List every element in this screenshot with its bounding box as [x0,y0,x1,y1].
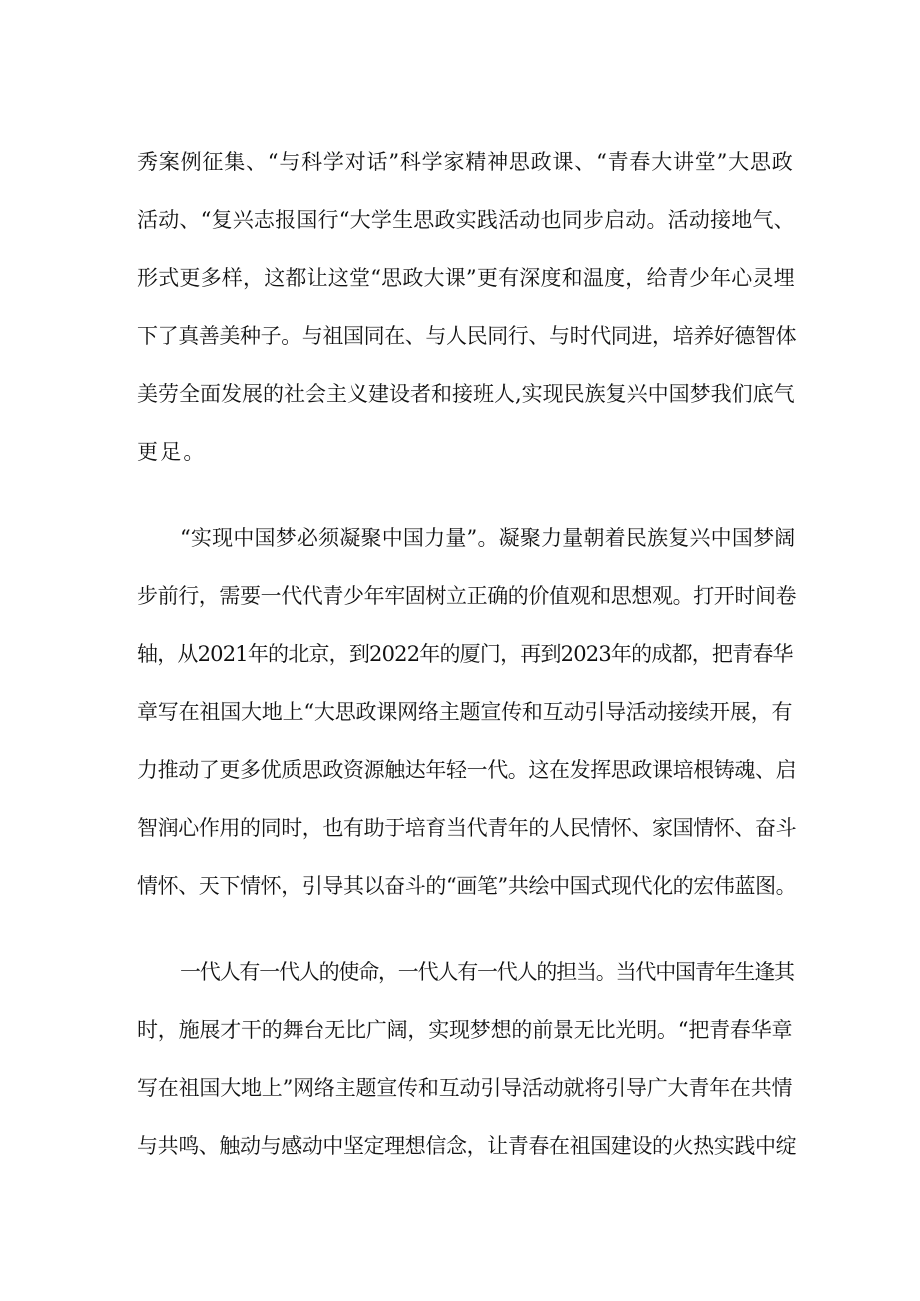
paragraph-2-line-3: 轴，从2021年的北京，到2022年的厦门，再到2023年的成都，把青春华 [137,642,793,666]
paragraph-1-line-6: 更足。 [137,440,207,464]
paragraph-3-line-1: 一代人有一代人的使命，一代人有一代人的担当。当代中国青年生逢其 [180,960,794,984]
paragraph-1-line-2: 活动、“复兴志报国行“大学生思政实践活动也同步启动。活动接地气、 [137,208,795,232]
paragraph-2-line-1: “实现中国梦必须凝聚中国力量”。凝聚力量朝着民族复兴中国梦阔 [180,526,796,550]
paragraph-1-line-3: 形式更多样，这都让这堂“思政大课”更有深度和温度，给青少年心灵埋 [137,266,795,290]
paragraph-1-line-1: 秀案例征集、“与科学对话”科学家精神思政课、“青春大讲堂”大思政 [137,150,794,174]
paragraph-2-line-4: 章写在祖国大地上“大思政课网络主题宣传和互动引导活动接续开展，有 [137,700,793,724]
paragraph-3-line-3: 写在祖国大地上”网络主题宣传和互动引导活动就将引导广大青年在共情 [137,1076,793,1100]
paragraph-1-line-5: 美劳全面发展的社会主义建设者和接班人,实现民族复兴中国梦我们底气 [137,382,795,406]
paragraph-2-line-5: 力推动了更多优质思政资源触达年轻一代。这在发挥思政课培根铸魂、启 [137,758,797,782]
paragraph-3-line-4: 与共鸣、触动与感动中坚定理想信念，让青春在祖国建设的火热实践中绽 [137,1134,797,1158]
paragraph-2-line-7: 情怀、天下情怀，引导其以奋斗的“画笔”共绘中国式现代化的宏伟蓝图。 [137,874,797,898]
paragraph-2-line-6: 智润心作用的同时，也有助于培育当代青年的人民情怀、家国情怀、奋斗 [137,816,797,840]
paragraph-2-line-2: 步前行，需要一代代青少年牢固树立正确的价值观和思想观。打开时间卷 [137,584,797,608]
paragraph-1-line-4: 下了真善美种子。与祖国同在、与人民同行、与时代同进，培养好德智体 [137,324,797,348]
paragraph-3-line-2: 时，施展才干的舞台无比广阔，实现梦想的前景无比光明。“把青春华章 [137,1018,793,1042]
